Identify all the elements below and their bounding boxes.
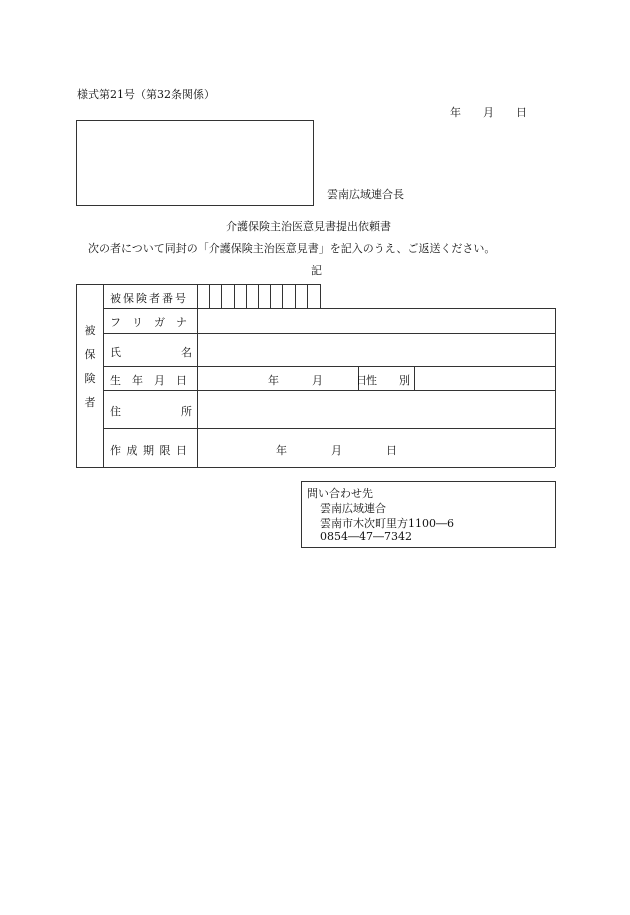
deadline-label: 作 成 期 限 日 — [110, 444, 188, 457]
row-line-1 — [103, 308, 555, 309]
contact-address: 雲南市木次町里方1100―6 — [320, 517, 454, 530]
digit-cell-divider — [258, 284, 259, 308]
row-line-4 — [103, 390, 555, 391]
digit-cell-divider — [307, 284, 308, 308]
address-label-1: 住 — [110, 405, 121, 418]
contact-phone: 0854―47―7342 — [320, 530, 412, 543]
row-line-2 — [103, 333, 555, 334]
document-title: 介護保険主治医意見書提出依頼書 — [226, 220, 391, 233]
contact-org: 雲南広域連合 — [320, 502, 386, 515]
birthdate-value: 年 月 日 — [268, 374, 367, 387]
deadline-value: 年 月 日 — [276, 444, 397, 457]
row-line-5 — [103, 428, 555, 429]
ki-heading: 記 — [311, 264, 322, 277]
digit-cell-divider — [320, 284, 321, 308]
table-left-border — [76, 284, 77, 467]
table-right-border — [555, 308, 556, 467]
name-label-1: 氏 — [110, 346, 121, 359]
insured-number-label: 被保険者番号 — [110, 292, 188, 305]
table-label-divider — [197, 284, 198, 467]
digit-cell-divider — [234, 284, 235, 308]
sex-label: 性 別 — [366, 374, 410, 387]
address-label-2: 所 — [181, 405, 192, 418]
recipient-box — [76, 120, 314, 206]
row-line-3 — [103, 366, 555, 367]
contact-heading: 問い合わせ先 — [307, 487, 373, 500]
digit-cell-divider — [282, 284, 283, 308]
digit-cell-divider — [270, 284, 271, 308]
name-label-2: 名 — [181, 346, 192, 359]
sex-label-right-divider — [414, 366, 415, 390]
birthdate-label: 生 年 月 日 — [110, 374, 187, 387]
digit-cell-divider — [246, 284, 247, 308]
digit-cell-divider — [209, 284, 210, 308]
digit-cell-divider — [295, 284, 296, 308]
side-label-char: 者 — [84, 396, 96, 409]
form-number: 様式第21号（第32条関係） — [77, 88, 215, 101]
digit-cell-divider — [221, 284, 222, 308]
document-body: 次の者について同封の「介護保険主治医意見書」を記入のうえ、ご返送ください。 — [88, 242, 496, 255]
table-top-border — [76, 284, 320, 285]
side-label-char: 被 — [84, 324, 96, 337]
addressee: 雲南広域連合長 — [327, 188, 404, 201]
side-label-char: 保 — [84, 348, 96, 361]
date-line: 年 月 日 — [450, 106, 527, 119]
table-inner-left-border — [103, 284, 104, 467]
furigana-label: フ リ ガ ナ — [110, 316, 187, 329]
side-label-char: 険 — [84, 372, 96, 385]
insured-side-label — [83, 322, 97, 418]
table-bottom-border — [76, 467, 555, 468]
